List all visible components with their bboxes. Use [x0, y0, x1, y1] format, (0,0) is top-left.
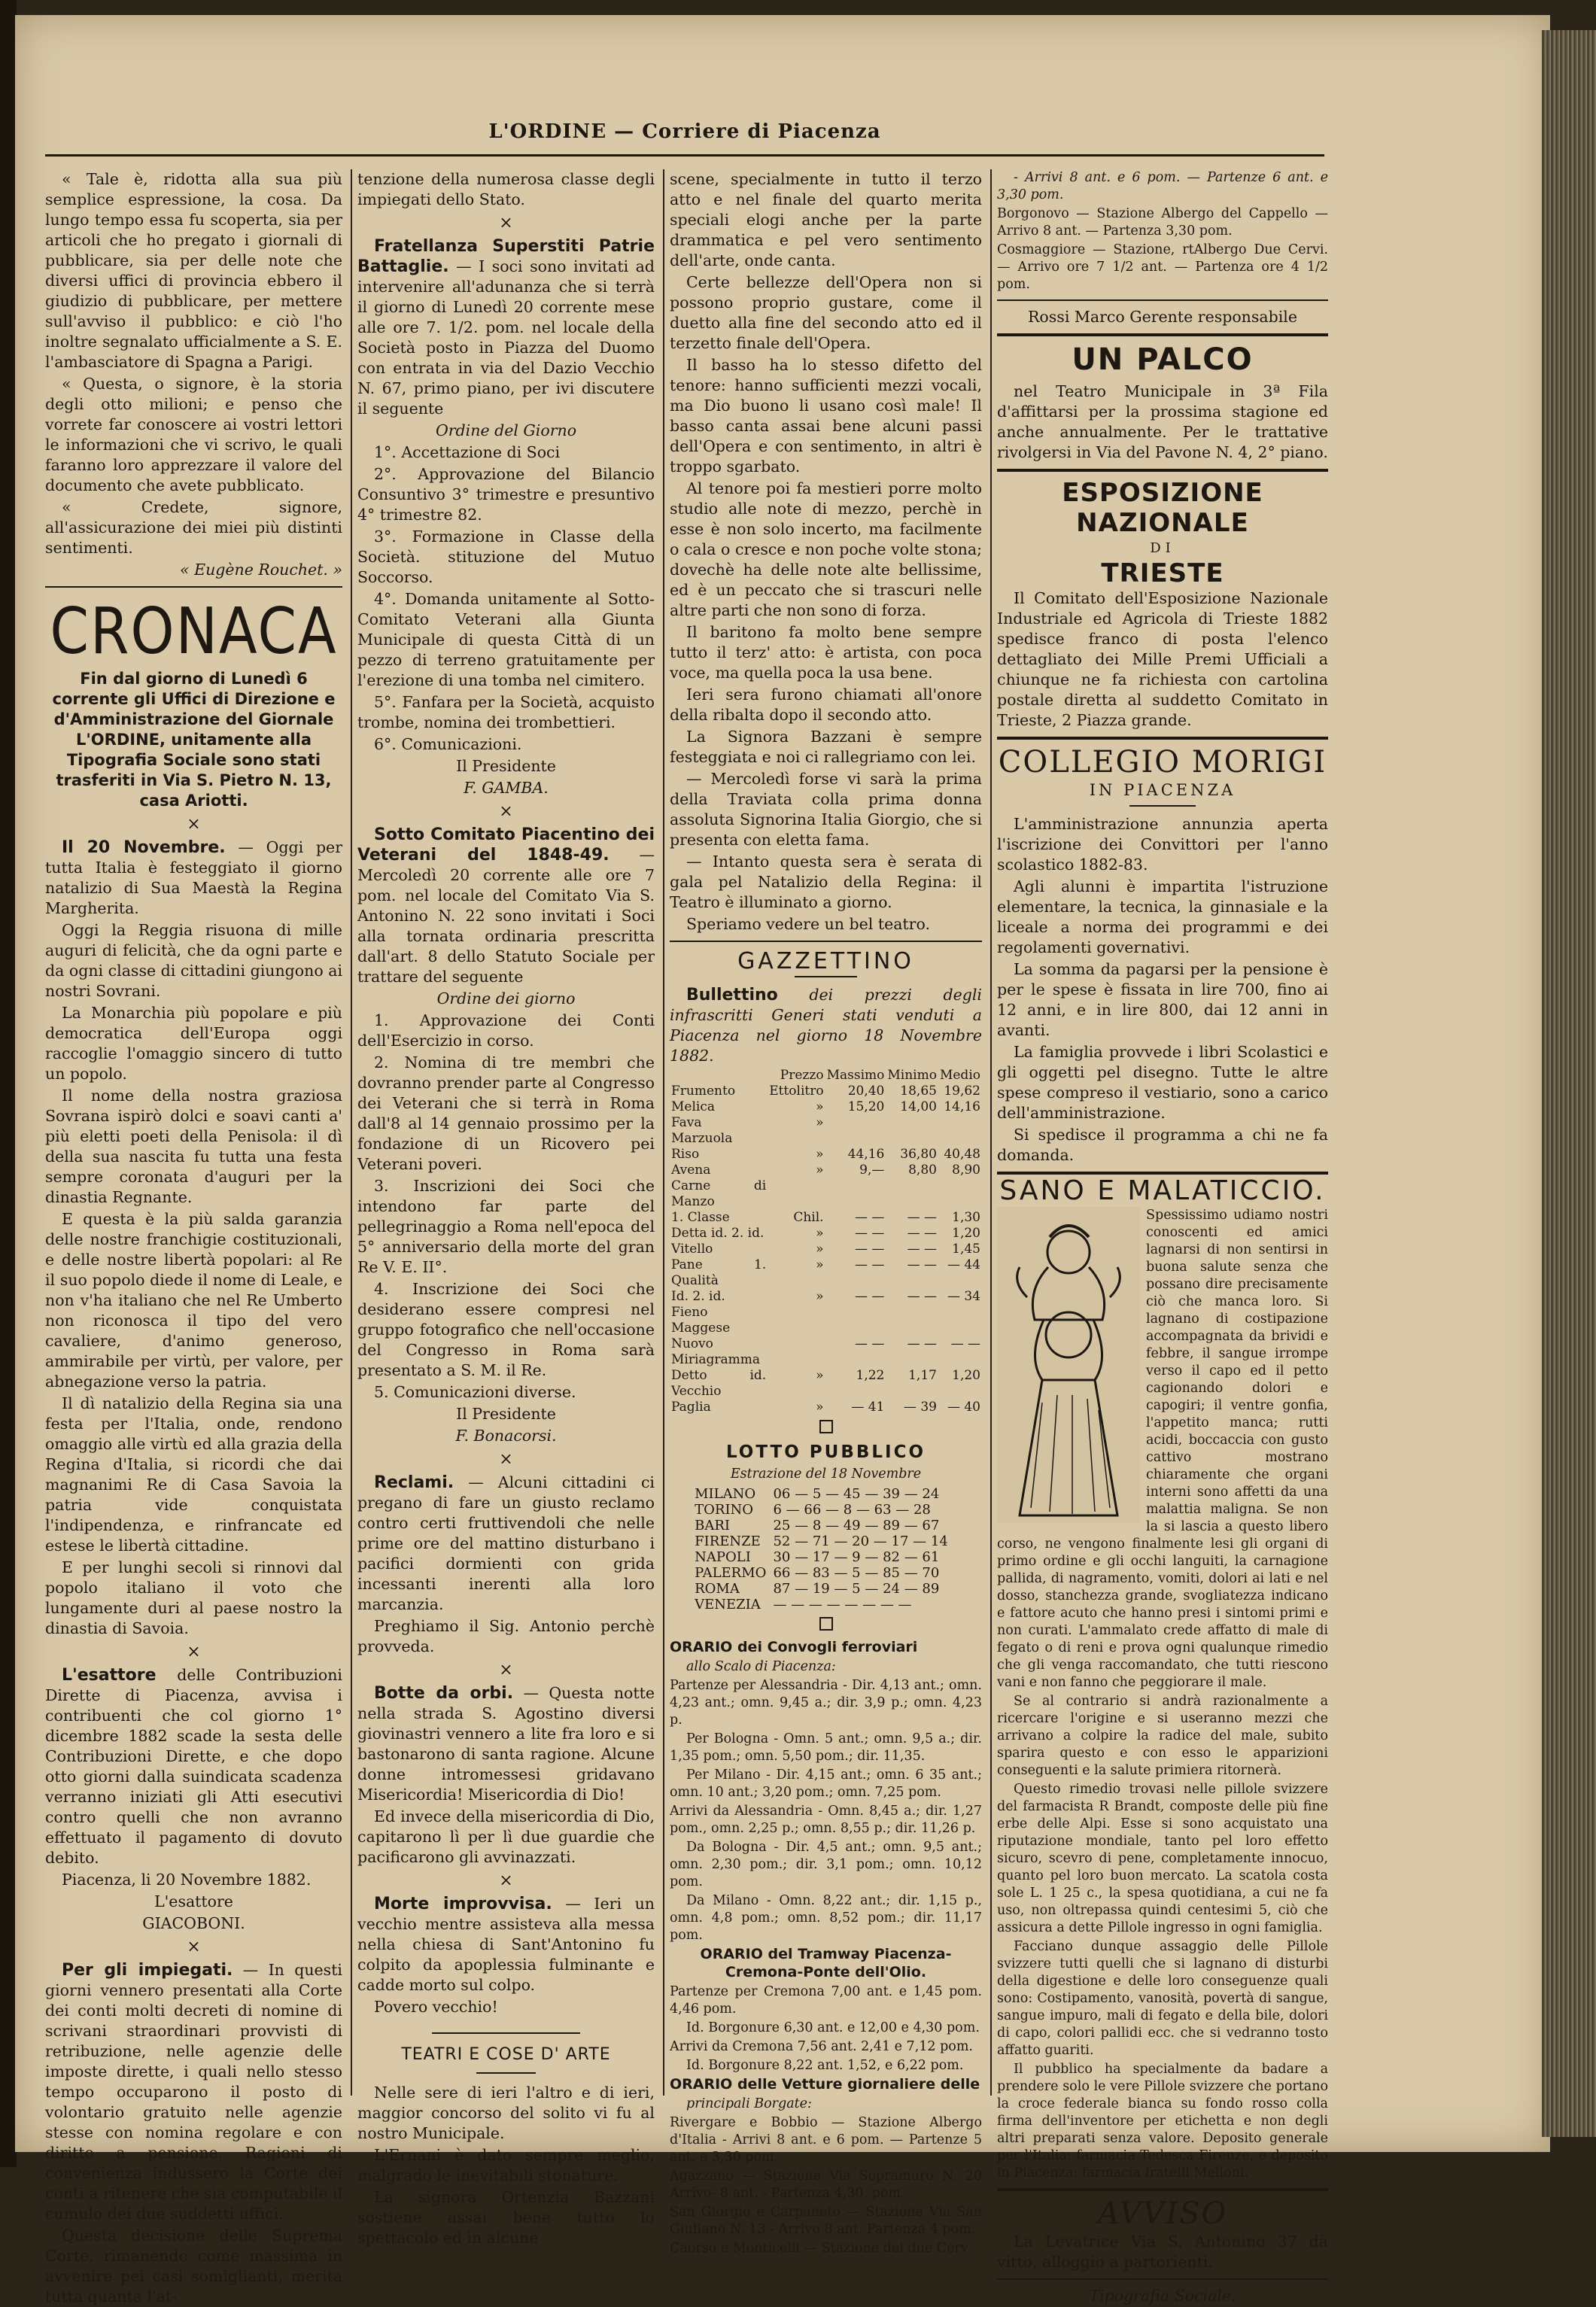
theatre-paragraph: Speriamo vedere un bel teatro. [686, 915, 930, 933]
lotto-city: PALERMO [695, 1565, 767, 1581]
letter-paragraph: « Tale è, ridotta alla sua più semplice espressione, la cosa. Da lungo tempo essa fu scoperta, sia per articoli che ho pregato i giornali di pubblicare, sia per delle note che diversi uffici di provincia ebbero il giudizio di pubblicare, per mettere sull'avviso il pubblico: e ciò l'ho inoltre segnalato ufficialmente a S. E. l'ambasciatore di Spagna a Parigi. [45, 170, 342, 371]
theatre-paragraph: Nelle sere di ieri l'altro e di ieri, maggior concorso del solito vi fu al nostro Municipale. [357, 2084, 655, 2142]
table-cell: — — [854, 1210, 885, 1225]
table-row [670, 1368, 982, 1400]
schedule-line: - Arrivi 8 ant. e 6 pom. — Partenze 6 ant. e 3,30 pom. [997, 170, 1328, 202]
table-cell: 1. Classe [671, 1210, 730, 1225]
column-1 [45, 169, 342, 2305]
gerente-line: Rossi Marco Gerente responsabile [1028, 308, 1297, 326]
separator: × [499, 1871, 513, 1890]
schedule-line: Agazzano — Stazione Via Sopramuro N. 20 Arrivo- 8 ant. - Partenza 4,30. pom. [670, 2169, 982, 2201]
article-reclami: Reclami. — Alcuni cittadini ci pregano di fare un giusto reclamo contro certi fruttivendoli che nelle prime ore del mattino disturbano i pacifici dormienti con grida incessanti inerenti alla loro marcanzia. [357, 1473, 655, 1613]
schedule-line: Cosmaggiore — Stazione, rtAlbergo Due Cervi. — Arrivo ore 7 1/2 ant. — Partenza ore 4 1/2 pom. [997, 242, 1328, 292]
table-cell: » [816, 1099, 824, 1114]
agenda-item: 5°. Fanfara per la Società, acquisto trombe, nomina dei trombettieri. [357, 693, 655, 731]
theatre-paragraph: L'Ernani è dato sempre meglio, malgrado le inevitabili stonature. [357, 2146, 655, 2184]
theatre-paragraph: Il baritono fa molto bene sempre tutto il terz' atto: è artista, con poca voce, ma quella poca la usa bene. [670, 623, 982, 682]
table-row [693, 1533, 959, 1549]
lotto-numbers: 87 — 19 — 5 — 24 — 89 [773, 1581, 940, 1597]
separator: × [499, 214, 513, 233]
article-paragraph: Il dì natalizio della Regina sia una festa per l'Italia, onde, rendono omaggio alle virtù ed alla grazia della Regina d'Italia, si ricordi che dai magnanimi Re di Casa Savoia la patria vide conquistata l'indipendenza, e rinfrancate ed estese le libertà cittadine. [45, 1394, 342, 1555]
table-cell: Detta id. 2. id. [671, 1226, 765, 1241]
lotto-table [693, 1486, 959, 1612]
article-lead: Botte da orbi. [374, 1684, 514, 1703]
table-cell: Riso [671, 1147, 700, 1162]
lotto-heading: LOTTO PUBBLICO [725, 1442, 926, 1462]
table-cell: Carne di Manzo [671, 1178, 767, 1209]
lotto-numbers: 30 — 17 — 9 — 82 — 61 [773, 1549, 940, 1565]
espo-ad-text: Il Comitato dell'Esposizione Nazionale Industriale ed Agricola di Trieste 1882 spedisce franco di posta l'elenco dettagliato dei Mille Premi Ufficiali a chiunque ne fa richiesta con cartolina postale diretta al suddetto Comitato in Trieste, 2 Piazza grande. [997, 589, 1328, 729]
agenda-title: Ordine dei giorno [436, 989, 576, 1008]
collegio-paragraph: L'amministrazione annunzia aperta l'iscrizione dei Convittori per l'anno scolastico 1882-83. [997, 815, 1328, 874]
table-cell: — 41 [851, 1400, 885, 1415]
cronaca-heading: CRONACA [50, 594, 338, 669]
column-rule [990, 169, 992, 2096]
mother-child-illustration-icon [997, 1207, 1140, 1523]
lotto-subheading: Estrazione del 18 Novembre [730, 1467, 922, 1482]
separator: × [499, 1450, 513, 1469]
article-morte: Morte improvvisa. — Ieri un vecchio mentre assisteva alla messa nella chiesa di Sant'Antonino fu colpito da apoplessia fulminante e cadde morto sul colpo. [357, 1895, 655, 1994]
section-rule [997, 1172, 1328, 1175]
article-lead: L'esattore [62, 1666, 157, 1685]
table-cell: » [816, 1289, 824, 1304]
agenda-item: 6°. Comunicazioni. [374, 735, 522, 753]
section-rule [670, 941, 982, 942]
section-rule [795, 976, 857, 977]
agenda-item: 1. Approvazione dei Conti dell'Esercizio in corso. [357, 1011, 655, 1050]
table-cell: » [816, 1257, 824, 1272]
lotto-numbers: 25 — 8 — 49 — 89 — 67 [773, 1518, 940, 1533]
espo-ad-city: TRIESTE [1101, 558, 1224, 588]
section-rule [432, 2032, 581, 2034]
table-cell: » [816, 1147, 824, 1162]
table-cell: Vitello [671, 1242, 713, 1257]
lotto-numbers: 52 — 71 — 20 — 17 — 14 [773, 1533, 948, 1549]
agenda-item: 3. Inscrizioni dei Soci che intendono far parte del pellegrinaggio a Roma nell'epoca del 5° anniversario della morte del gran Re V. E. II°. [357, 1177, 655, 1276]
article-lead: Il 20 Novembre. [62, 838, 226, 857]
table-cell: » [816, 1163, 824, 1178]
column-rule [663, 169, 664, 2096]
article-lead: Bullettino [686, 986, 778, 1005]
table-cell: 15,20 [847, 1099, 885, 1114]
lotto-city: ROMA [695, 1581, 740, 1597]
article-lead: ORARIO delle Vetture giornaliere delle [670, 2076, 980, 2093]
table-cell: Pane 1. Qualità [671, 1257, 767, 1288]
agenda-item: 4. Inscrizione dei Soci che desiderano essere compresi nel gruppo fotografico che nell'occasione del Congresso in Roma sarà presentato a S. M. il Re. [357, 1280, 655, 1379]
agenda-item: 3°. Formazione in Classe della Società. stituzione del Mutuo Soccorso. [357, 527, 655, 586]
table-cell: 8,80 [908, 1163, 937, 1178]
table-cell [938, 1115, 982, 1147]
agenda-title: Ordine del Giorno [435, 421, 577, 439]
sano-paragraph: Spessissimo udiamo nostri conoscenti ed amici lagnarsi di non sentirsi in buona salute senza che possano dire precisamente ciò che manca loro. Si lagnano di costipazione accompagnata da brividi e febbre, il sangue irrompe verso il capo ed il petto cagionando dolori e capogiri; il ventre gonfia, l'appetito manca; rutti acidi, boccaccia con gusto cattivo mostrano chiaramente che organi interni sono affetti da una malattia maligna. Se non la si lascia a questo libero corso, ne vengono finalmente lesi gli organi di primo ordine e gli occhi languiti, la carnagione pallida, di nagramento, vomiti, dolori ai lati e nel dosso, stanchezza grande, svogliatezza indicano e fattore acuto che hanno presi i sintomi primi e non curati. L'ammalato crede affatto di male di fegato o di reni e prova ogni qualunque rimedio che gli venga raccomandato, che tutti riescono vani e non fanno che peggiorare il male. [997, 1208, 1328, 1690]
schedule-line: Da Bologna - Dir. 4,5 ant.; omn. 9,5 ant.; omn. 2,30 pom.; dir. 3,1 pom.; omn. 10,12 pom. [670, 1840, 982, 1889]
table-cell [886, 1115, 938, 1147]
section-rule [997, 2188, 1328, 2191]
schedule-line: Rivergare e Bobbio — Stazione Albergo d'Italia - Arrivi 8 ant. e 6 pom. — Partenze 5 ant. e 3,30 pom. [670, 2115, 982, 2165]
esattore-date: Piacenza, li 20 Novembre 1882. [62, 1871, 312, 1889]
table-cell: Paglia [671, 1400, 711, 1415]
section-rule [997, 469, 1328, 472]
table-row [670, 1147, 982, 1163]
table-row [670, 1336, 982, 1368]
table-row [693, 1597, 959, 1612]
table-cell: 1,17 [908, 1368, 937, 1383]
section-rule [997, 737, 1328, 740]
table-row [670, 1257, 982, 1289]
lotto-numbers: 6 — 66 — 8 — 63 — 28 [773, 1502, 931, 1518]
table-row [670, 1068, 982, 1084]
schedule-line: Partenze per Cremona 7,00 ant. e 1,45 pom. 4,46 pom. [670, 1984, 982, 2017]
masthead: L'ORDINE — Corriere di Piacenza [488, 120, 881, 143]
table-row [670, 1400, 982, 1415]
agenda-item: 4°. Domanda unitamente al Sotto-Comitato Veterani alla Giunta Municipale di questa Città di un pezzo di terreno gratuitamente per l'erezione di una tomba nel cimitero. [357, 590, 655, 689]
schedule-line: Da Milano - Omn. 8,22 ant.; dir. 1,15 p., omn. 4,8 pom.; omn. 8,52 pom.; dir. 11,17 pom. [670, 1893, 982, 1943]
table-cell: — — [907, 1257, 937, 1272]
esattore-name: GIACOBONI. [142, 1914, 245, 1932]
table-cell: 1,30 [952, 1210, 980, 1225]
agenda-item: 5. Comunicazioni diverse. [374, 1383, 576, 1401]
table-cell: 14,16 [944, 1099, 980, 1114]
palco-ad-text: nel Teatro Municipale in 3ª Fila d'affittarsi per la prossima stagione ed anche annualmente. Per le trattative rivolgersi in Via del Pavone N. 4, 2° piano. [997, 382, 1328, 461]
table-row [670, 1178, 982, 1210]
masthead-rule [45, 154, 1324, 157]
table-header: Medio [939, 1068, 980, 1083]
table-cell: — — [907, 1242, 937, 1257]
theatre-paragraph: scene, specialmente in tutto il terzo atto e nel finale del quarto merita speciali elogi anche per la parte drammatica e pel vero sentimento dell'arte, onde canta. [670, 170, 982, 269]
table-row [670, 1115, 982, 1147]
gazzettino-heading: GAZZETTINO [737, 948, 914, 974]
table-cell: 1,20 [952, 1226, 980, 1241]
table-cell [768, 1336, 825, 1368]
table-cell [825, 1305, 886, 1336]
table-cell: 44,16 [847, 1147, 885, 1162]
table-cell: — 34 [947, 1289, 980, 1304]
collegio-paragraph: Agli alunni è impartita l'istruzione elementare, la tecnica, la ginnasiale e la liceale a norma dei programmi e dei regolamenti governativi. [997, 877, 1328, 956]
table-cell: Detto id. Vecchio [671, 1368, 767, 1399]
table-cell: 36,80 [900, 1147, 937, 1162]
article-paragraph: E per lunghi secoli si rinnovi dal popolo italiano il voto che lungamente duri al paese nostro la dinastia di Savoia. [45, 1558, 342, 1637]
section-rule [997, 2278, 1328, 2280]
table-header: Prezzo [780, 1068, 824, 1083]
article-lead: Morte improvvisa. [374, 1895, 552, 1913]
collegio-paragraph: La somma da pagarsi per la pensione è per le spese è fissata in lire 700, fino ai 12 anni, e in lire 800, dai 12 anni in avanti. [997, 960, 1328, 1039]
table-cell [938, 1305, 982, 1336]
theatre-paragraph: — Mercoledì forse vi sarà la prima della Traviata colla prima donna assoluta Signorina Italia Giorgio, che si presenta con eletta fama. [670, 770, 982, 849]
letter-signature: « Eugène Rouchet. » [180, 561, 342, 579]
lotto-city: NAPOLI [695, 1549, 751, 1565]
table-cell: Chil. [793, 1210, 824, 1225]
table-row [670, 1242, 982, 1257]
table-cell: Fieno Maggese [671, 1305, 731, 1336]
schedule-line: Per Milano - Dir. 4,15 ant.; omn. 6 35 ant.; omn. 10 ant.; 3,20 pom.; omn. 7,25 pom. [670, 1767, 982, 1800]
table-cell: — — [950, 1336, 980, 1351]
table-cell: — — [854, 1242, 885, 1257]
theatre-paragraph: Il basso ha lo stesso difetto del tenore: hanno sufficienti mezzi vocali, ma Dio buono li usano così male! Il basso canta assai bene alcuni passi dell'Opera e con sentimento, in altri è troppo sgarbato. [670, 356, 982, 476]
page-edges [1542, 30, 1596, 2137]
footer-imprint: Tipografia Sociale. [1089, 2287, 1236, 2305]
separator: × [499, 802, 513, 821]
table-row [670, 1099, 982, 1115]
table-row [693, 1549, 959, 1565]
table-cell: » [816, 1115, 824, 1130]
table-cell: — 44 [947, 1257, 980, 1272]
table-cell [886, 1305, 938, 1336]
relocation-notice: Fin dal giorno di Lunedì 6 corrente gli Uffici di Direzione e d'Amministrazione del Giornale L'ORDINE, unitamente alla Tipografia Sociale sono stati trasferiti in Via S. Pietro N. 13, casa Ariotti. [52, 670, 336, 810]
separator: × [187, 1643, 201, 1661]
schedule-line: Caorso e Monticelli — Stazione del due Cerv [670, 2241, 968, 2256]
espo-ad-di: DI [1150, 540, 1175, 556]
table-row [693, 1581, 959, 1597]
price-table [670, 1068, 982, 1415]
sano-paragraph: Facciano dunque assaggio delle Pillole svizzere tutti quelli che si lagnano di disturbi della digestione e delle loro conseguenze quali sono: Costipamento, vanosità, povertà di sangue, sangue impuro, mali di fegato e della bile, dolori di capo, colori pallidi ecc. che si vedranno tosto affatto guariti. [997, 1939, 1328, 2058]
avviso-heading: AVVISO [1097, 2196, 1228, 2231]
article-lead: Fratellanza Superstiti Patrie Battaglie. [357, 237, 655, 276]
table-cell: — — [907, 1336, 937, 1351]
table-cell: 8,90 [952, 1163, 980, 1178]
table-row [693, 1518, 959, 1533]
schedule-line: San Giorgio e Carpaneto — Stazione Via San Giuliano N. 13 - Arrivo 8 ant. Partenza 4 pom. [670, 2205, 982, 2237]
schedule-subtitle: allo Scalo di Piacenza: [686, 1659, 836, 1674]
schedule-subtitle: principali Borgate: [686, 2096, 812, 2111]
table-cell [768, 1305, 825, 1336]
book-binding [0, 0, 17, 2167]
table-cell: » [816, 1226, 824, 1241]
article-paragraph: Ed invece della misericordia di Dio, capitarono lì per lì due guardie che pacificarono gli avvinazzati. [357, 1807, 655, 1866]
schedule-line: Per Bologna - Omn. 5 ant.; omn. 9,5 a.; dir. 1,35 pom.; omn. 5,50 pom.; dir. 11,35. [670, 1731, 982, 1764]
president-label: Il Presidente [456, 1405, 556, 1423]
table-row [670, 1289, 982, 1305]
schedule-line: Borgonovo — Stazione Albergo del Cappello — Arrivo 8 ant. — Partenza 3,30 pom. [997, 206, 1328, 239]
lotto-city: FIRENZE [695, 1533, 761, 1549]
section-rule [1129, 805, 1196, 807]
article-lead: Sotto Comitato Piacentino dei Veterani del 1848-49. [357, 825, 655, 865]
lotto-city: BARI [695, 1518, 731, 1533]
table-row [693, 1486, 959, 1502]
table-cell: 14,00 [900, 1099, 937, 1114]
theatre-paragraph: Al tenore poi fa mestieri porre molto studio alle note di mezzo, perchè in esse è non solo incerto, ma facilmente o cala o cresce e non poche volte stona; dovechè ha delle note alte bellissime, ed è un peccato che si trascuri nelle altre parti che non sono di forza. [670, 479, 982, 619]
table-cell: Nuovo Miriagramma [671, 1336, 761, 1367]
article-paragraph: La Monarchia più popolare e più democratica dell'Europa oggi raccoglie l'omaggio sincero di tutto un popolo. [45, 1004, 342, 1083]
article-paragraph: Preghiamo il Sig. Antonio perchè provveda. [357, 1617, 655, 1655]
table-header: Minimo [887, 1068, 937, 1083]
theatre-paragraph: Certe bellezze dell'Opera non si possono proprio gustare, come il duetto alla fine del secondo atto ed il terzetto finale dell'Opera. [670, 273, 982, 352]
article-paragraph: Questa decisione delle Suprema Corte, rimanendo come massima in avvenire pei casi somiglianti, merita tutta quanta l'at- [45, 2226, 342, 2305]
collegio-heading: COLLEGIO MORIGI [998, 745, 1327, 780]
separator: × [187, 815, 201, 834]
table-cell: — — [907, 1210, 937, 1225]
article-lead: ORARIO dei Convogli ferroviari [670, 1639, 918, 1655]
table-cell: 40,48 [944, 1147, 980, 1162]
theatre-paragraph: Ieri sera furono chiamati all'onore della ribalta dopo il secondo atto. [670, 685, 982, 724]
collegio-paragraph: La famiglia provvede i libri Scolastici e gli oggetti pel disegno. Tutte le altre spese compreso il vestiario, sono a carico dell'amministrazione. [997, 1043, 1328, 1122]
column-4 [997, 169, 1328, 2305]
train-schedule [670, 1639, 982, 2257]
table-row [670, 1226, 982, 1242]
palco-ad-heading: UN PALCO [1072, 342, 1254, 377]
table-cell: — — [854, 1289, 885, 1304]
lotto-numbers: 06 — 5 — 45 — 39 — 24 [773, 1486, 940, 1502]
president-label: Il Presidente [456, 757, 556, 775]
president-name: F. Bonacorsi. [455, 1427, 557, 1445]
table-cell: — — [854, 1226, 885, 1241]
separator: × [499, 1661, 513, 1679]
article-lead: ORARIO del Tramway Piacenza-Cremona-Ponte dell'Olio. [700, 1946, 952, 1980]
box-ornament-icon [670, 1418, 982, 1439]
lotto-city: VENEZIA [695, 1597, 761, 1612]
sano-paragraph: Questo rimedio trovasi nelle pillole svizzere del farmacista R Brandt, composte delle più fine erbe delle Alpi. Esse si sono acquistato una riputazione mondiale, tanto pel loro effetto sicuro, scevro di pene, completamente innocuo, quanto pel loro buon mercato. La scatola costa sole L. 1 25 c., la spesa quotidiana, a cui ne fa uso, non oltrepassa quindi centesimi 5, ciò che assicura a dette Pillole ingresso in ogni famiglia. [997, 1782, 1328, 1935]
table-row [670, 1163, 982, 1178]
article-paragraph: E questa è la più salda garanzia delle nostre franchigie costituzionali, e delle nostre libertà popolari: al Re il suo popolo diede il nome di Leale, e non v'ha italiano che nel Re Umberto non riconosca il tipo del vero cavaliere, d'animo generoso, ammirabile per virtù, per valore, per abnegazione verso la patria. [45, 1210, 342, 1391]
espo-ad-heading: ESPOSIZIONE NAZIONALE [1062, 478, 1263, 538]
schedule-line: Arrivi da Alessandria - Omn. 8,45 a.; dir. 1,27 pom., omn. 2,25 p.; omn. 8,55 p.; dir. 11,26 p. [670, 1804, 982, 1836]
table-cell: Melica [671, 1099, 715, 1114]
letter-paragraph: « Questa, o signore, è la storia degli otto milioni; e penso che vorrete far conoscere ai vostri lettori le informazioni che vi scrivo, le quali faranno loro apprezzare il valore del documento che avete pubblicato. [45, 375, 342, 494]
lotto-city: MILANO [695, 1486, 756, 1502]
separator: × [187, 1938, 201, 1956]
table-row [670, 1305, 982, 1336]
agenda-item: 2°. Approvazione del Bilancio Consuntivo 3° trimestre e presuntivo 4° trimestre 82. [357, 465, 655, 524]
article-lead: Reclami. [374, 1473, 454, 1492]
section-rule [476, 2072, 536, 2074]
table-cell: — 40 [947, 1400, 980, 1415]
theatre-paragraph: La signora Ortenzia Bazzani sostiene assai bene tutto lo spettacolo ed in alcune [357, 2188, 655, 2247]
table-cell [886, 1178, 938, 1210]
bulletin-intro: Bullettino dei prezzi degli infrascritti Generi stati venduti a Piacenza nel giorno 18 Novembre 1882. [670, 986, 982, 1065]
table-cell [825, 1115, 886, 1147]
article-continuation: tenzione della numerosa classe degli impiegati dello Stato. [357, 170, 655, 208]
section-rule [997, 333, 1328, 336]
theatre-heading: TEATRI E COSE D' ARTE [401, 2045, 611, 2064]
table-row [693, 1502, 959, 1518]
article-november: Il 20 Novembre. — Oggi per tutta Italia è festeggiato il giorno natalizio di Sua Maestà la Regina Margherita. [45, 838, 342, 917]
table-row [670, 1210, 982, 1226]
agenda-item: 1°. Accettazione di Soci [374, 443, 561, 461]
table-cell: — 39 [903, 1400, 937, 1415]
president-name: F. GAMBA. [464, 779, 549, 797]
table-row: Frumento Ettolitro 20,40 18,65 19,62 [671, 1084, 980, 1099]
table-cell: 9,— [859, 1163, 885, 1178]
schedule-line: Id. Borgonure 6,30 ant. e 12,00 e 4,30 pom. [686, 2020, 980, 2035]
avviso-text: La Levatrice Via S. Antonino 37 dà vitto, alloggio a partorienti. [997, 2233, 1328, 2271]
schedule-line: Id. Borgonure 8,22 ant. 1,52, e 6,22 pom. [686, 2058, 964, 2073]
article-impiegati: Per gli impiegati. — In questi giorni vennero presentati alla Corte dei conti molti decreti di nomine di scrivani straordinari provvisti di retribuzione, nelle agenzie delle imposte dirette, i quali nello stesso tempo occuparono il posto di volontario gratuito nelle agenzie stesse con nomina regolare e con diritto a pensione. Ragioni di convenienza indussero la Corte dei conti a ritenere che sia computabile il cumulo dei due suddetti uffici. [45, 1961, 342, 2223]
sano-paragraph: Il pubblico ha specialmente da badare a prendere solo le vere Pillole svizzere che portano la croce federale bianca su fondo rosso colla firma dell'inventore per etichetta e non degli altri preparati senza valore. Deposito generale per l'Italia: farmacia Tedesca Firenze, e deposito in Piacenza: farmacia fratelli Melloni. [997, 2062, 1328, 2181]
table-cell [825, 1178, 886, 1210]
collegio-subheading: IN PIACENZA [1089, 781, 1236, 799]
schedule-line: Arrivi da Cremona 7,56 ant. 2,41 e 7,12 pom. [670, 2039, 973, 2054]
collegio-paragraph: Si spedisce il programma a chi ne fa domanda. [997, 1126, 1328, 1164]
article-botte: Botte da orbi. — Questa notte nella strada S. Agostino diversi giovinastri vennero a lite fra loro e si bastonarono di santa ragione. Alcune donne intromessesi gridavano Misericordia! Misericordia di Dio! [357, 1684, 655, 1804]
theatre-paragraph: La Signora Bazzani è sempre festeggiata e noi ci rallegriamo con lei. [670, 728, 982, 766]
article-paragraph: Oggi la Reggia risuona di mille auguri di felicità, che da ogni parte e da ogni classe di cittadini giungono ai nostri Sovrani. [45, 921, 342, 1000]
table-cell: » [816, 1400, 824, 1415]
lotto-numbers: — — — — — — — — [773, 1597, 912, 1612]
schedule-line: Partenze per Alessandria - Dir. 4,13 ant.; omn. 4,23 ant.; omn. 9,45 a.; dir. 3,9 p.; omn. 4,23 p. [670, 1678, 982, 1728]
table-cell: — — [907, 1226, 937, 1241]
article-lead: Per gli impiegati. [62, 1961, 233, 1980]
theatre-paragraph: — Intanto questa sera è serata di gala pel Natalizio della Regina: il Teatro è illuminato a giorno. [670, 853, 982, 911]
table-cell [768, 1178, 825, 1210]
lotto-numbers: 66 — 83 — 5 — 85 — 70 [773, 1565, 940, 1581]
table-cell [938, 1178, 982, 1210]
table-row [693, 1565, 959, 1581]
section-rule [997, 299, 1328, 301]
sano-paragraph: Se al contrario si andrà razionalmente a ricercare l'origine e si useranno mezzi che arrivano a colpire la radice del male, subito sparira questo e con esso le apparizioni conseguenti e la salute primiera ritornerà. [997, 1694, 1328, 1778]
article-veterani: Sotto Comitato Piacentino dei Veterani del 1848-49. — Mercoledì 20 corrente alle ore 7 pom. nel locale del Comitato Via S. Antonino N. 22 sono invitati i Soci alla tornata ordinaria prescritta dall'art. 8 dello Statuto Sociale per trattare del seguente [357, 825, 655, 986]
table-cell: » [816, 1368, 824, 1383]
column-rule [351, 169, 352, 2096]
article-paragraph: Il nome della nostra graziosa Sovrana ispirò dolci e soavi canti a' più eletti poeti della Penisola: il dì della sua nascita fu tutta una festa sempre coronata d'auguri per la dinastia Regnante. [45, 1087, 342, 1206]
table-cell: Avena [671, 1163, 711, 1178]
table-cell: — — [907, 1289, 937, 1304]
table-cell: » [816, 1242, 824, 1257]
article-paragraph: Povero vecchio! [374, 1998, 498, 2016]
section-rule [45, 586, 342, 588]
agenda-item: 2. Nomina di tre membri che dovranno prender parte al Congresso dei Veterani che si terrà in Roma dall'8 al 14 gennaio prossimo per la fondazione di un Ricovero pei Veterani poveri. [357, 1053, 655, 1173]
column-3 [670, 169, 982, 2256]
lotto-city: TORINO [695, 1502, 754, 1518]
sano-heading: SANO E MALATICCIO. [999, 1175, 1326, 1206]
table-cell: — — [854, 1257, 885, 1272]
table-header: Massimo [826, 1068, 885, 1083]
table-cell: — — [854, 1336, 885, 1351]
article-esattore: L'esattore delle Contribuzioni Dirette di Piacenza, avvisa i contribuenti che col giorno 1° dicembre 1882 scade la sesta delle Contribuzioni Dirette, e che dopo otto giorni dalla suindicata scadenza verranno iniziati gli Atti esecutivi contro quelli che non avranno effettuato il pagamento di dovuto debito. [45, 1666, 342, 1867]
table-cell: Fava Marzuola [671, 1115, 733, 1146]
letter-paragraph: « Credete, signore, all'assicurazione dei miei più distinti sentimenti. [45, 498, 342, 557]
column-2 [357, 169, 655, 2247]
table-cell: 1,22 [856, 1368, 885, 1383]
table-cell: 1,45 [952, 1242, 980, 1257]
table-cell: Id. 2. id. [671, 1289, 725, 1304]
table-cell: 1,20 [952, 1368, 980, 1383]
article-fratellanza: Fratellanza Superstiti Patrie Battaglie. — I soci sono invitati ad intervenire all'adunanza che si terrà il giorno di Lunedì 20 corrente mese alle ore 7. 1/2. pom. nel locale della Società posto in Piazza del Duomo con entrata in via del Dazio Vecchio N. 67, primo piano, per ivi discutere il seguente [357, 237, 655, 418]
esattore-role: L'esattore [154, 1892, 233, 1910]
box-ornament-icon [670, 1616, 982, 1636]
